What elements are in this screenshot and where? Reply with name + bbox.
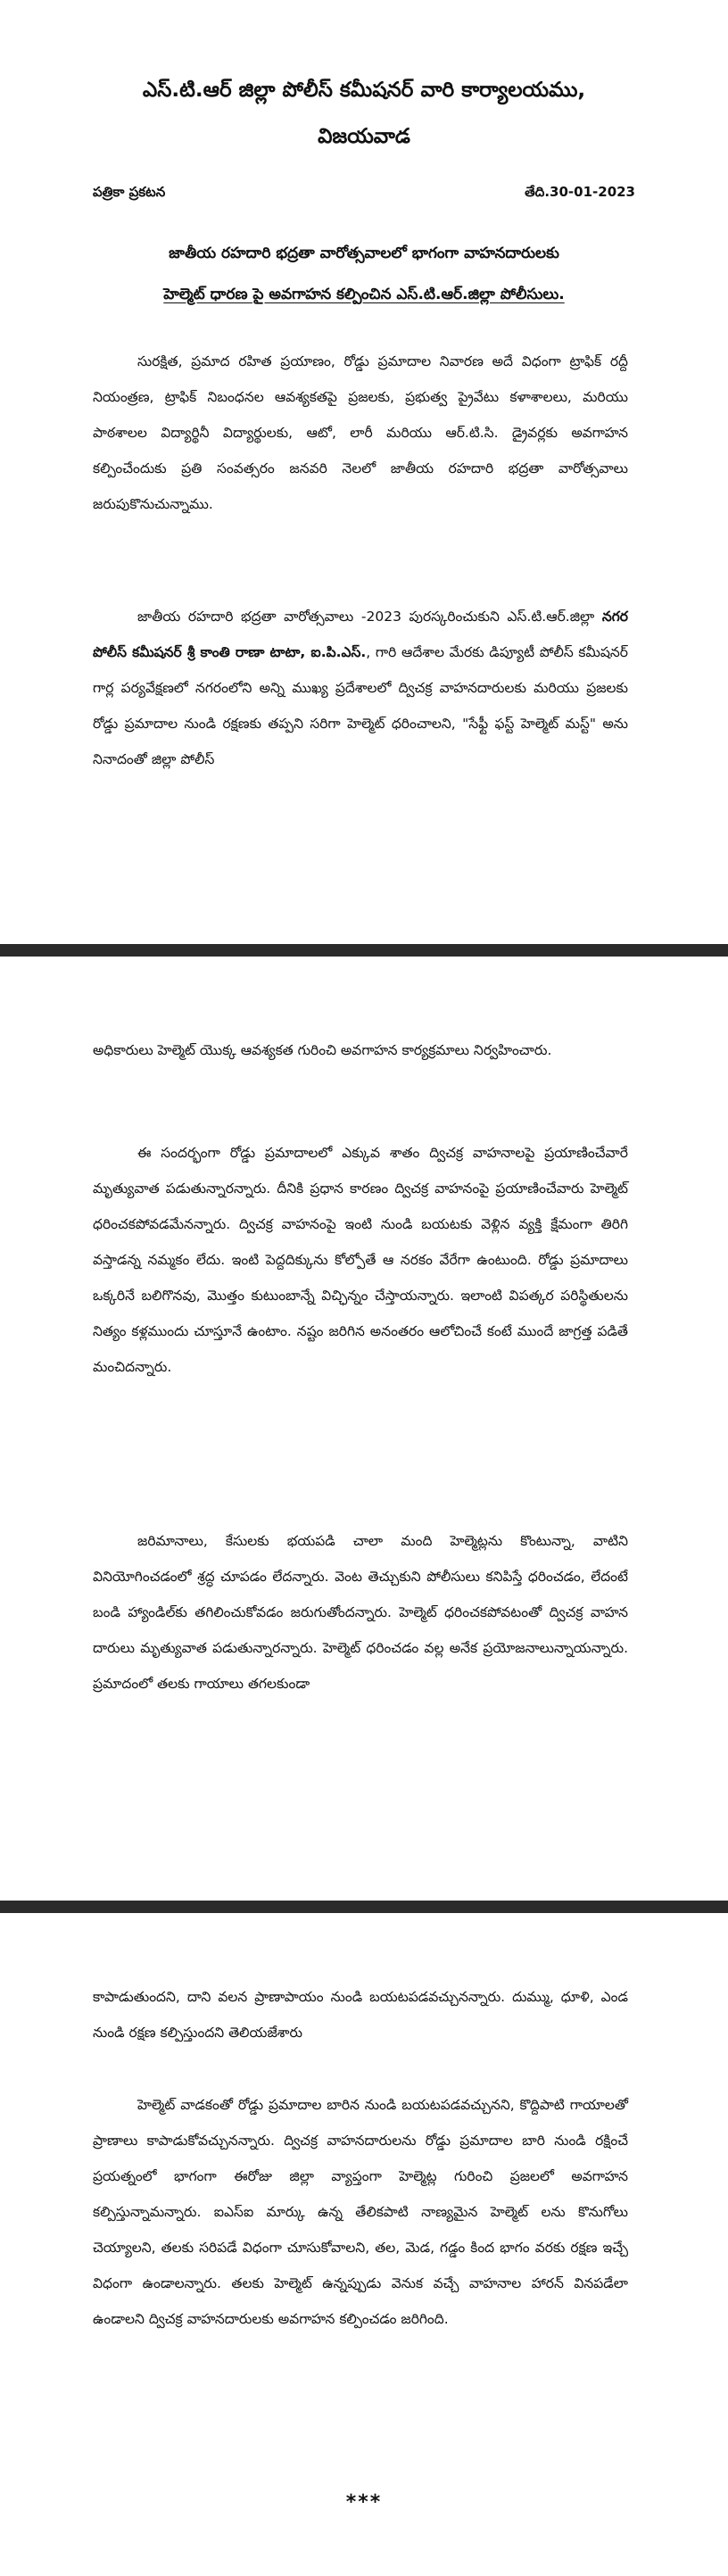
paragraph-5: హెల్మెట్ వాడకంతో రోడ్డు ప్రమాదాల బారిన నుండి బయటపడవచ్చునని, కొద్దిపాటి గాయాలతో ప్రాణాలు కాపాడుకోవచ్చునన్నారు. ద్విచక్ర వాహనదారులను రోడ్డు ప్రమాదాల బారి నుండి రక్షించే ప్రయత్నంలో భాగంగా ఈరోజు జిల్లా వ్యాప్తంగా హెల్మెట్ల గురించి ప్రజలలో అవగాహన కల్పిస్తున్నామన్నారు. ఐఎస్ఐ మార్కు ఉన్న తేలికపాటి నాణ్యమైన హెల్మెట్ లను కొనుగోలు చెయ్యాలని, తలకు సరిపడే విధంగా చూసుకోవాలని, తల, మెడ, గడ్డం కింద భాగం వరకు రక్షణ ఇచ్చే విధంగా ఉండాలన్నారు. తలకు హెల్మెట్ ఉన్నప్పుడు వెనుక వచ్చే వాహనాల హారన్ వినపడేలా ఉండాలని ద్విచక్ర వాహనదారులకు అవగాహన కల్పించడం జరిగింది. [93,2097,628,2327]
office-title: ఎస్.టి.ఆర్ జిల్లా పోలీస్ కమీషనర్ వారి కార్యాలయము, [142,79,586,102]
end-mark: *** [345,2491,383,2514]
release-date: తేది.30-01-2023 [525,184,635,200]
paragraph-2 [93,599,628,777]
paragraph-2-text-a: జాతీయ రహదారి భద్రతా వారోత్సవాలు -2023 పురస్కరించుకుని ఎస్.టి.ఆర్.జిల్లా [137,609,602,625]
page-separator [0,944,728,957]
paragraph-2-continued: అధికారులు హెల్మెట్ యొక్క ఆవశ్యకత గురించి అవగాహన కార్యక్రమాలు నిర్వహించారు. [93,1042,552,1058]
page-2 [0,957,728,1901]
office-city: విజయవాడ [318,125,410,148]
page-3 [0,1913,728,2576]
commissioner-name: నగర పోలీస్ కమీషనర్ శ్రీ కాంతి రాణా టాటా, ఐ.పి.ఎస్. [93,609,628,660]
headline-line-1: జాతీయ రహదారి భద్రతా వారోత్సవాలలో భాగంగా వాహనదారులకు [169,244,559,262]
paragraph-4-continued: కాపాడుతుందని, దాని వలన ప్రాణాపాయం నుండి బయటపడవచ్చునన్నారు. దుమ్ము, ధూళి, ఎండ నుండి రక్షణ కల్పిస్తుందని తెలియజేశారు [93,1989,628,2041]
press-release-label: పత్రికా ప్రకటన [93,184,166,200]
paragraph-3: ఈ సందర్భంగా రోడ్డు ప్రమాదాలలో ఎక్కువ శాతం ద్విచక్ర వాహనాలపై ప్రయాణించేవారే మృత్యువాత పడుతున్నారన్నారు. దీనికి ప్రధాన కారణం ద్విచక్ర వాహనంపై ప్రయాణించేవారు హెల్మెట్ ధరించకపోవడమేనన్నారు. ద్విచక్ర వాహనంపై ఇంటి నుండి బయటకు వెళ్లిన వ్యక్తి క్షేమంగా తిరిగి వస్తాడన్న నమ్మకం లేదు. ఇంటి పెద్దదిక్కును కోల్పోతే ఆ నరకం వేరేగా ఉంటుంది. రోడ్డు ప్రమాదాలు ఒక్కరినే బలిగొనవు, మొత్తం కుటుంబాన్నే విచ్ఛిన్నం చేస్తాయన్నారు. ఇలాంటి విపత్కర పరిస్థితులను నిత్యం కళ్లముందు చూస్తూనే ఉంటాం. నష్టం జరిగిన అనంతరం ఆలోచించే కంటే ముందే జాగ్రత్త పడితే మంచిదన్నారు. [93,1145,628,1375]
page-1 [0,0,728,944]
paragraph-1: సురక్షిత, ప్రమాద రహిత ప్రయాణం, రోడ్డు ప్రమాదాల నివారణ అదే విధంగా ట్రాఫిక్ రద్దీ నియంత్రణ, ట్రాఫిక్ నిబంధనల ఆవశ్యకతపై ప్రజలకు, ప్రభుత్వ ప్రైవేటు కళాశాలలు, మరియు పాఠశాలల విద్యార్థినీ విద్యార్థులకు, ఆటో, లారీ మరియు ఆర్.టి.సి. డ్రైవర్లకు అవగాహన కల్పించేందుకు ప్రతి సంవత్సరం జనవరి నెలలో జాతీయ రహదారి భద్రతా వారోత్సవాలు జరుపుకొనుచున్నాము. [93,353,628,512]
paragraph-4: జరిమానాలు, కేసులకు భయపడి చాలా మంది హెల్మెట్లను కొంటున్నా, వాటిని వినియోగించడంలో శ్రద్ధ చూపడం లేదన్నారు. వెంట తెచ్చుకుని పోలీసులు కనిపిస్తే ధరించడం, లేదంటే బండి హ్యాండిల్‌కు తగిలించుకోవడం జరుగుతోందన్నారు. హెల్మెట్ ధరించకపోవటంతో ద్విచక్ర వాహన దారులు మృత్యువాత పడుతున్నారన్నారు. హెల్మెట్ ధరించడం వల్ల అనేక ప్రయోజనాలున్నాయన్నారు. ప్రమాదంలో తలకు గాయాలు తగలకుండా [93,1533,628,1692]
page-separator [0,1901,728,1913]
headline-line-2: హెల్మెట్ ధారణ పై అవగాహన కల్పించిన ఎస్.టి.ఆర్.జిల్లా పోలీసులు. [163,286,565,303]
paragraph-2-text-b: , గారి ఆదేశాల మేరకు డిప్యూటీ పోలీస్ కమీషనర్ గార్ల పర్యవేక్షణలో నగరంలోని అన్ని ముఖ్య ప్రదేశాలలో ద్విచక్ర వాహనదారులకు మరియు ప్రజలకు రోడ్డు ప్రమాదాల నుండి రక్షణకు తప్పని సరిగా హెల్మెట్ ధరించాలని, "సేఫ్టీ ఫస్ట్ హెల్మెట్ మస్ట్" అను నినాదంతో జిల్లా పోలీస్ [93,644,628,767]
